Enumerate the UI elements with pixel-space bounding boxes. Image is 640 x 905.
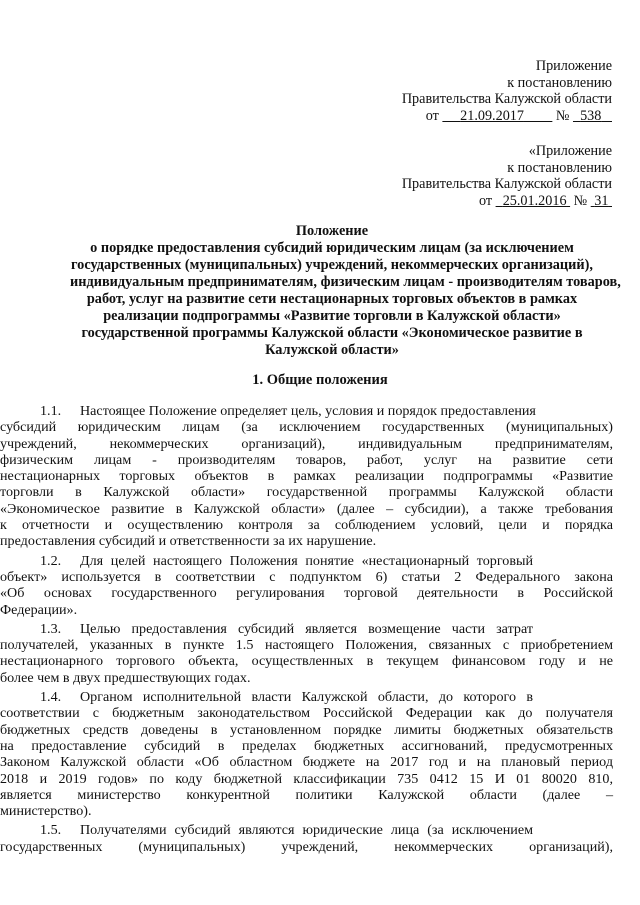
attachment-header-current: [402, 58, 612, 124]
paragraph-1-2: [0, 552, 613, 618]
from-label: от: [478, 192, 493, 209]
title-line: индивидуальным предпринимателям, физическим лицам - производителям товаров,: [70, 274, 621, 290]
document-body: [0, 403, 613, 858]
document-title: [70, 223, 621, 359]
paragraph-line: на предоставление субсидий в пределах бюджетных ассигнований, предусмотренных: [0, 737, 613, 754]
paragraph-line: объект» используется в соответствии с подпунктом 6) статьи 2 Федерального закона: [0, 568, 613, 585]
paragraph-number: 1.5.: [40, 822, 62, 839]
paragraph-line: предоставления субсидий и ответственности за их нарушение.: [0, 533, 377, 550]
paragraph-line: к отчетности и осуществлению контроля за соблюдением условий, цели и порядка: [0, 517, 613, 534]
paragraph-line: бюджетных средств доведены в установленном порядке лимиты бюджетных обязательств: [0, 721, 613, 738]
paragraph-line: физическим лицам - производителям товаров, работ, услуг на развитие сети: [0, 451, 613, 468]
paragraph-1-1: [0, 403, 613, 550]
paragraph-line: учреждений, некоммерческих организаций), индивидуальным предпринимателям,: [0, 435, 613, 452]
header-line: Правительства Калужской области: [401, 176, 612, 192]
paragraph-1-3: [0, 620, 613, 686]
paragraph-number: 1.1.: [40, 403, 62, 419]
header-date-line: [402, 108, 612, 125]
paragraph-line: 1.4. Органом исполнительной власти Калужской области, до которого в: [40, 689, 533, 706]
header-line: к постановлению: [507, 159, 612, 176]
paragraph-line: министерство).: [0, 803, 92, 820]
paragraph-line: Законом Калужской области «Об областном бюджете на 2017 год и на плановый период: [0, 754, 613, 771]
paragraph-line: 1.2. Для целей настоящего Положения понятие «нестационарный торговый: [40, 552, 533, 569]
paragraph-1-5: [0, 822, 613, 855]
paragraph-line: «Об основах государственного регулирования торговой деятельности в Российской: [0, 585, 613, 602]
paragraph-line: более чем в двух предшествующих годах.: [0, 669, 251, 686]
paragraph-line: нестационарного торгового объекта, осуществленных в текущем финансовом году и не: [0, 653, 613, 670]
header-line: Правительства Калужской области: [401, 91, 612, 107]
title-line: о порядке предоставления субсидий юридическим лицам (за исключением: [90, 240, 574, 256]
paragraph-line: нестационарных торговых объектов в рамках реализации подпрограммы «Развитие: [0, 468, 613, 485]
title-line: государственной программы Калужской области «Экономическое развитие в: [81, 325, 583, 341]
decree-number: 538: [580, 107, 602, 124]
header-line: Приложение: [535, 58, 612, 74]
paragraph-line: субсидий юридическим лицам (за исключением государственных (муниципальных): [0, 419, 613, 436]
paragraph-line: является министерство конкурентной политики Калужской области (далее –: [0, 786, 613, 803]
section-heading: 1. Общие положения: [252, 372, 388, 388]
from-label: от: [425, 107, 439, 124]
paragraph-line: государственных (муниципальных) учреждений, некоммерческих организаций),: [0, 838, 613, 855]
title-line: работ, услуг на развитие сети нестационарных торговых объектов в рамках: [86, 291, 578, 307]
title-line: Положение: [295, 223, 369, 239]
paragraph-line: Федерации».: [0, 601, 78, 618]
decree-date: 21.09.2017: [460, 107, 524, 124]
header-line: «Приложение: [528, 143, 612, 159]
paragraph-line: соответствии с бюджетным законодательством Российской Федерации как до получателя: [0, 705, 613, 722]
title-line: реализации подпрограммы «Развитие торговли в Калужской области»: [103, 308, 561, 324]
number-label: №: [555, 107, 570, 124]
paragraph-number: 1.4.: [40, 689, 62, 706]
number-label: №: [573, 192, 588, 209]
paragraph-line: торговли в Калужской области» государственной программы Калужской области: [0, 484, 613, 501]
paragraph-1-4: [0, 689, 613, 820]
paragraph-number: 1.2.: [40, 552, 62, 569]
paragraph-line: получателей, указанных в пункте 1.5 настоящего Положения, связанных с приобретением: [0, 637, 613, 654]
paragraph-line: 1.1. Настоящее Положение определяет цель, условия и порядок предоставления: [40, 403, 536, 419]
title-line: государственных (муниципальных) учреждений, некоммерческих организаций),: [71, 257, 593, 273]
title-line: Калужской области»: [265, 342, 399, 358]
decree-date: 25.01.2016: [502, 192, 567, 209]
paragraph-line: 1.3. Целью предоставления субсидий является возмещение части затрат: [40, 620, 533, 637]
decree-number: 31: [594, 192, 609, 209]
header-line: к постановлению: [507, 74, 612, 91]
paragraph-number: 1.3.: [40, 620, 62, 637]
paragraph-line: 2018 и 2019 годов» по коду бюджетной классификации 735 0412 15 И 01 80020 810,: [0, 770, 613, 787]
paragraph-line: 1.5. Получателями субсидий являются юридические лица (за исключением: [40, 822, 533, 839]
attachment-header-original: [402, 143, 612, 209]
header-date-line: [402, 193, 612, 210]
paragraph-line: «Экономическое развитие в Калужской области» (далее – субсидии), а также требования: [0, 500, 613, 517]
